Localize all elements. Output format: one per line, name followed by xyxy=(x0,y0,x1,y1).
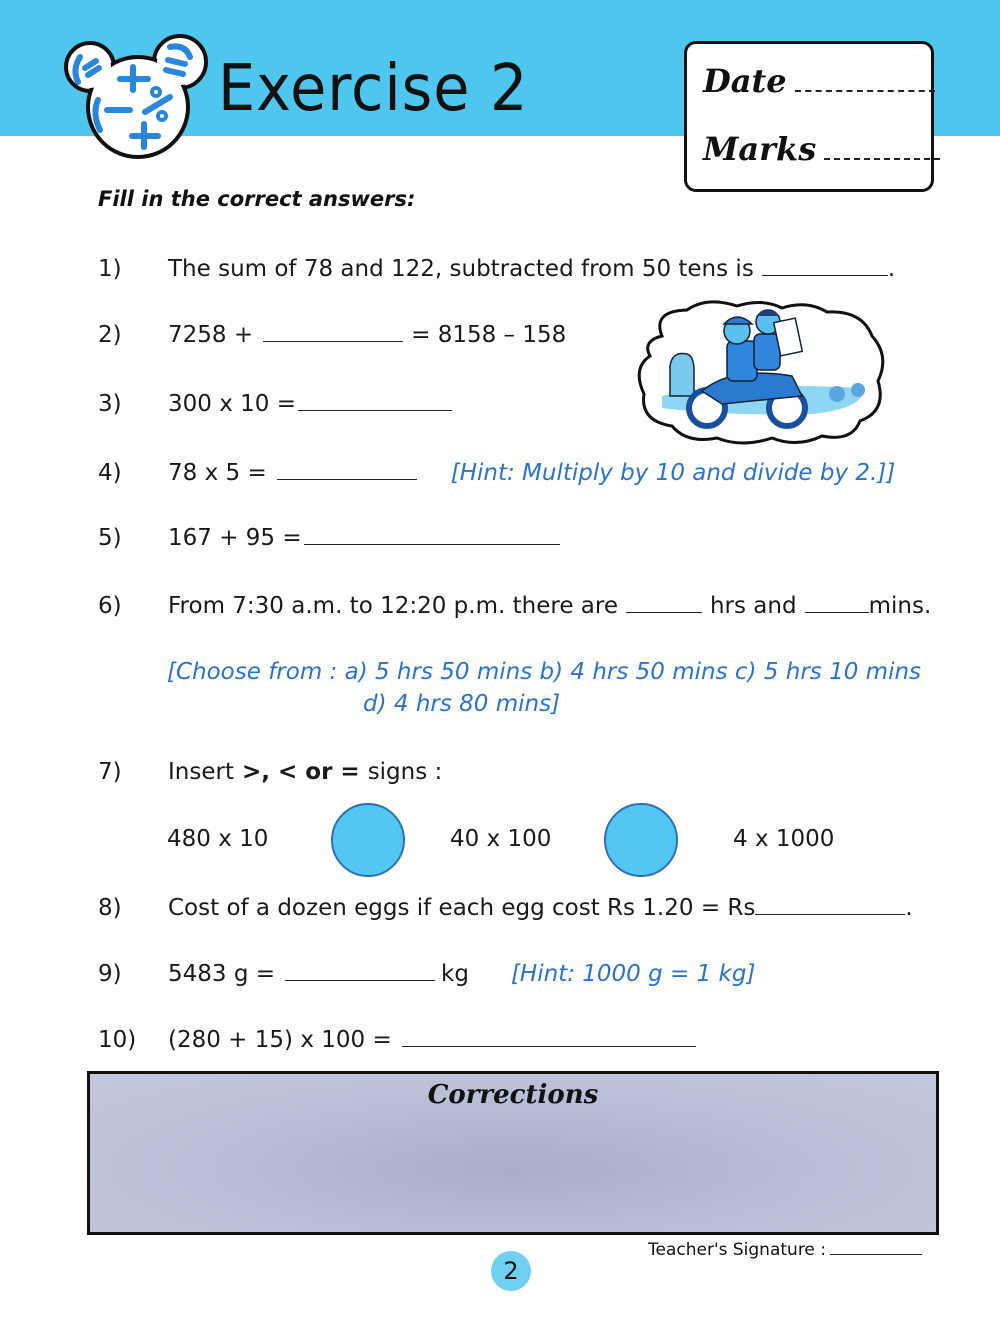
motorbike-riders-cloud-icon xyxy=(632,296,886,446)
answer-blank[interactable] xyxy=(304,544,560,545)
question-symbols: >, < or = xyxy=(241,759,360,785)
corrections-label: Corrections xyxy=(427,1080,599,1110)
date-field[interactable] xyxy=(795,90,935,92)
question-9 xyxy=(98,961,755,987)
hours-blank[interactable] xyxy=(626,612,702,613)
answer-blank[interactable] xyxy=(755,914,905,915)
question-5 xyxy=(98,525,560,551)
signature-field[interactable] xyxy=(830,1254,922,1255)
question-6 xyxy=(98,593,931,619)
question-2 xyxy=(98,322,566,348)
compare-expression-1 xyxy=(167,826,268,852)
question-text: signs : xyxy=(367,759,443,785)
compare-expression-3 xyxy=(733,826,834,852)
math-symbols-bear-icon xyxy=(60,32,210,162)
question-number: 6) xyxy=(98,593,122,619)
choices-line-2: d) 4 hrs 80 mins] xyxy=(363,691,561,717)
date-marks-box xyxy=(684,41,934,192)
question-text: 167 + 95 = xyxy=(168,525,302,551)
answer-blank[interactable] xyxy=(298,410,452,411)
date-label: Date xyxy=(703,62,787,100)
question-4 xyxy=(98,460,895,486)
question-number: 5) xyxy=(98,525,122,551)
question-3 xyxy=(98,391,452,417)
expression-text: 4 x 1000 xyxy=(733,826,835,852)
page-number: 2 xyxy=(491,1251,531,1291)
answer-blank[interactable] xyxy=(263,341,403,342)
question-text: = 8158 – 158 xyxy=(411,322,567,348)
marks-label: Marks xyxy=(703,130,817,168)
hint-text: [Hint: 1000 g = 1 kg] xyxy=(510,961,756,987)
expression-text: 480 x 10 xyxy=(167,826,269,852)
minutes-blank[interactable] xyxy=(805,612,869,613)
instructions: Fill in the correct answers: xyxy=(98,187,416,211)
question-text: kg xyxy=(441,961,469,987)
question-text: 5483 g = xyxy=(168,961,276,987)
question-text: 300 x 10 = xyxy=(168,391,296,417)
question-text: Cost of a dozen eggs if each egg cost Rs 1.20 = Rs xyxy=(168,895,756,921)
question-text: Insert xyxy=(168,759,234,785)
question-number: 4) xyxy=(98,460,122,486)
signature-label: Teacher's Signature : xyxy=(648,1240,827,1260)
question-number: 9) xyxy=(98,961,122,987)
question-text: 7258 + xyxy=(168,322,254,348)
question-text: 78 x 5 = xyxy=(168,460,267,486)
question-number: 1) xyxy=(98,256,122,282)
question-number: 2) xyxy=(98,322,122,348)
question-7 xyxy=(98,759,442,785)
hint-text: [Hint: Multiply by 10 and divide by 2.]] xyxy=(450,460,896,486)
page-title: Exercise 2 xyxy=(218,52,529,126)
q6-choices xyxy=(167,656,921,720)
question-text: (280 + 15) x 100 = xyxy=(168,1027,392,1053)
question-text: . xyxy=(887,256,896,282)
marks-field[interactable] xyxy=(824,158,940,160)
question-text: The sum of 78 and 122, subtracted from 50 tens is xyxy=(168,256,754,282)
question-text: . xyxy=(905,895,913,921)
choices-line-1: [Choose from : a) 5 hrs 50 mins b) 4 hrs 50 mins c) 5 hrs 10 mins xyxy=(167,659,922,685)
question-10 xyxy=(98,1027,696,1053)
question-number: 7) xyxy=(98,759,122,785)
question-text: mins. xyxy=(868,593,932,619)
question-number: 3) xyxy=(98,391,122,417)
corrections-box[interactable] xyxy=(87,1071,939,1235)
question-number: 8) xyxy=(98,895,122,921)
compare-sign-circle-1[interactable] xyxy=(331,803,405,877)
question-number: 10) xyxy=(98,1027,137,1053)
answer-blank[interactable] xyxy=(762,275,888,276)
answer-blank[interactable] xyxy=(277,479,417,480)
compare-expression-2 xyxy=(450,826,551,852)
question-text: From 7:30 a.m. to 12:20 p.m. there are xyxy=(168,593,618,619)
answer-blank[interactable] xyxy=(402,1046,696,1047)
question-1 xyxy=(98,256,895,282)
question-text: hrs and xyxy=(709,593,797,619)
answer-blank[interactable] xyxy=(285,980,435,981)
question-8 xyxy=(98,895,913,921)
expression-text: 40 x 100 xyxy=(450,826,552,852)
teacher-signature xyxy=(648,1240,922,1260)
compare-sign-circle-2[interactable] xyxy=(604,803,678,877)
